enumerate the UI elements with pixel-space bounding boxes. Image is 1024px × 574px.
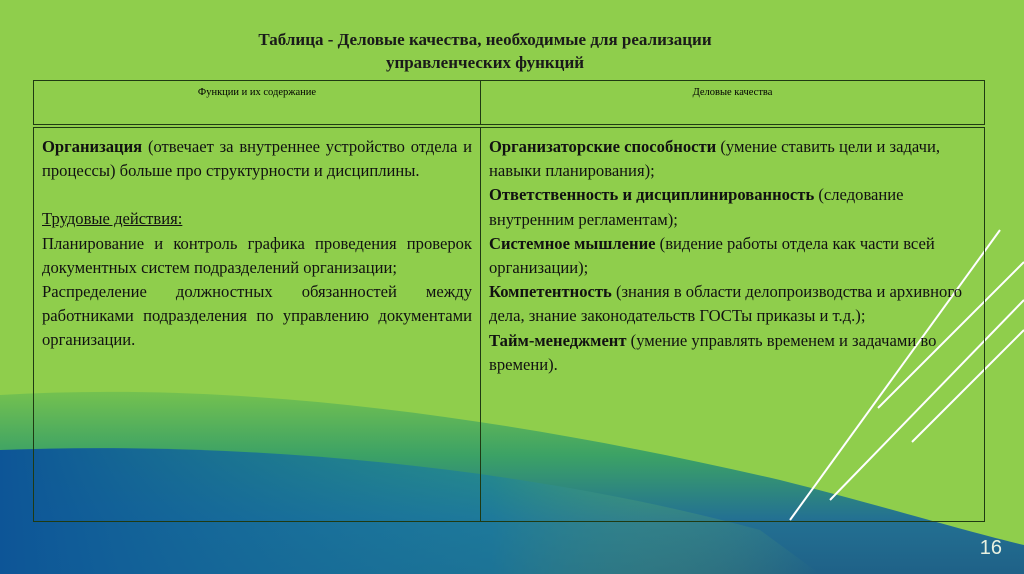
- quality-term: Организаторские способности: [489, 137, 717, 156]
- quality-term: Компетентность: [489, 282, 612, 302]
- labor-action-1: Планирование и контроль графика проведения проверок документных систем подразделений организации;: [42, 233, 472, 277]
- quality-term: Ответственность и дисциплинированность: [489, 185, 815, 205]
- quality-description: (умение управлять временем и задачами во времени).: [489, 330, 937, 374]
- table-row: [34, 126, 985, 522]
- quality-item: [489, 329, 976, 377]
- organization-description: (отвечает за внутреннее устройство отдела и процессы) больше про структурности и дисциплины.: [42, 137, 472, 181]
- quality-item: [489, 135, 976, 183]
- functions-cell: [34, 126, 481, 522]
- quality-item: [489, 280, 976, 328]
- quality-description: (знания в области делопроизводства и архивного дела, знание законодательств ГОСТы приказы и т.д.);: [489, 282, 963, 326]
- table-header-row: [34, 81, 985, 127]
- quality-description: (видение работы отдела как части всей организации);: [489, 233, 935, 278]
- quality-term: Тайм-менеджмент: [489, 330, 627, 350]
- quality-item: [489, 183, 976, 231]
- labor-actions-heading: Трудовые действия:: [42, 209, 183, 229]
- quality-description: (следование внутренним регламентам);: [489, 185, 904, 229]
- quality-description: (умение ставить цели и задачи, навыки планирования);: [489, 137, 940, 181]
- business-qualities-table: [33, 80, 985, 522]
- slide-title: Таблица - Деловые качества, необходимые для реализации управленческих функций: [258, 30, 712, 72]
- labor-action-2: Распределение должностных обязанностей между работниками подразделения по управлению документами организации.: [42, 282, 472, 350]
- quality-item: [489, 232, 976, 280]
- header-qualities: Деловые качества: [481, 81, 985, 127]
- qualities-cell: [481, 126, 985, 522]
- organization-paragraph: [42, 135, 472, 183]
- page-number: 16: [979, 537, 1002, 559]
- quality-term: Системное мышление: [489, 233, 656, 253]
- header-functions: Функции и их содержание: [34, 81, 481, 127]
- organization-term: Организация: [42, 137, 143, 156]
